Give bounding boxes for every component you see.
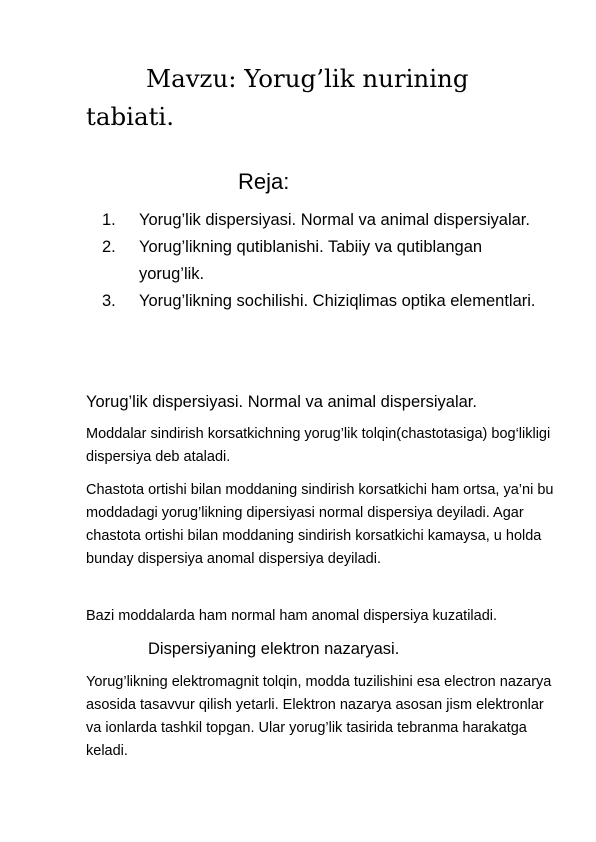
- section-heading-dispersion: Yorug’lik dispersiyasi. Normal va animal dispersiyalar.: [86, 393, 477, 411]
- plan-item-number: 1.: [102, 211, 116, 229]
- section-heading-electron-theory: Dispersiyaning elektron nazaryasi.: [148, 640, 400, 658]
- plan-item: [102, 234, 542, 288]
- plan-item: [102, 207, 542, 234]
- paragraph-observation: Bazi moddalarda ham normal ham anomal dispersiya kuzatiladi.: [86, 608, 498, 624]
- plan-item-number: 2.: [102, 238, 116, 256]
- plan-list: [102, 207, 542, 315]
- plan-item: [102, 288, 542, 315]
- paragraph-definition: Moddalar sindirish korsatkichning yorug’lik tolqin(chastotasiga) bog‘likligi dispersiya deb ataladi.: [86, 426, 551, 465]
- plan-item-text: Yorug’likning sochilishi. Chiziqlimas optika elementlari.: [139, 292, 536, 310]
- plan-item-text: Yorug’likning qutiblanishi. Tabiiy va qutiblangan yorug’lik.: [139, 238, 483, 283]
- plan-item-number: 3.: [102, 292, 116, 310]
- paragraph-normal-anomal: Chastota ortishi bilan moddaning sindirish korsatkichi ham ortsa, ya’ni bu moddadagi yorug’likning dipersiyasi normal dispersiya deyiladi. Agar chastota ortishi bilan moddaning sindirish korsatkichi kamaysa, u holda bunday dispersiya anomal dispersiya deyiladi.: [86, 482, 554, 567]
- paragraph-electron-theory: Yorug’likning elektromagnit tolqin, modda tuzilishini esa electron nazarya asosida tasavvur qilish yetarli. Elektron nazarya asosan jism elektronlar va ionlarda tashkil topgan. Ular yorug’lik tasirida tebranma harakatga keladi.: [86, 674, 552, 759]
- plan-heading: Reja:: [238, 169, 290, 194]
- document-title: Mavzu: Yorug’lik nurining tabiati.: [86, 64, 469, 131]
- plan-item-text: Yorug’lik dispersiyasi. Normal va animal dispersiyalar.: [139, 211, 530, 229]
